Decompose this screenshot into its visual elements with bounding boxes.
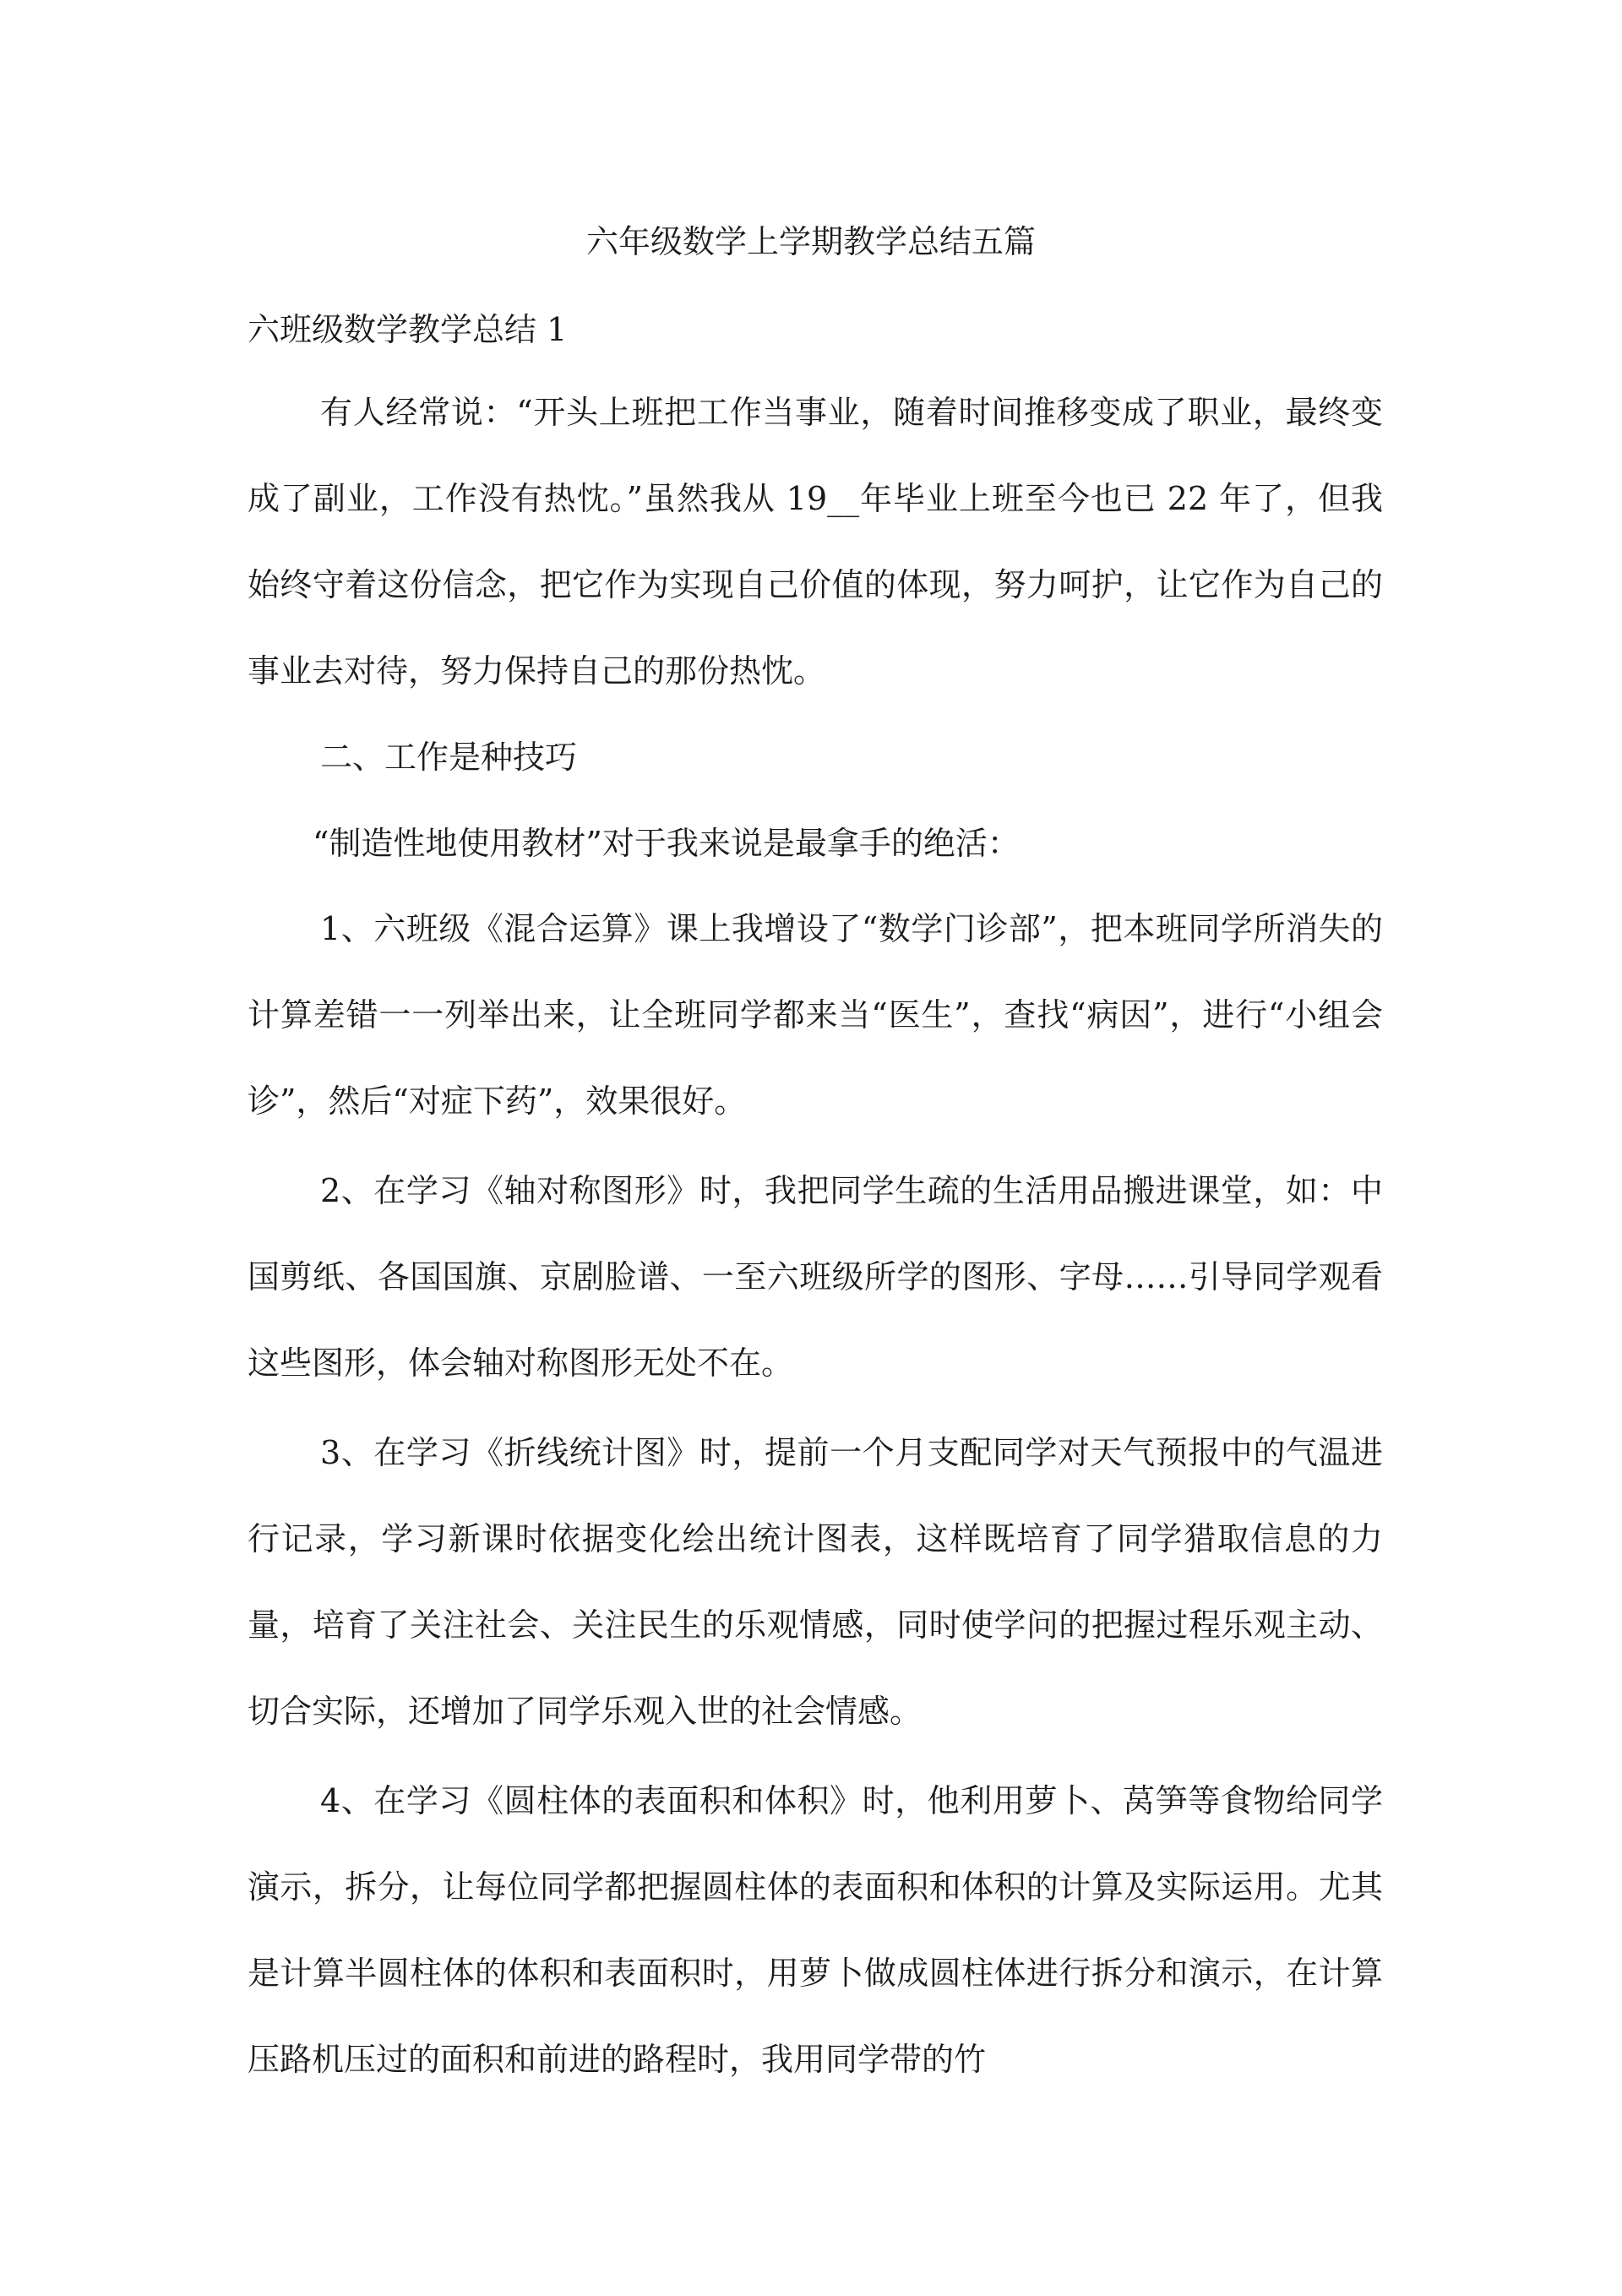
paragraph-lead: “制造性地使用教材”对于我来说是最拿手的绝活：	[313, 825, 1020, 862]
paragraph-item-3: 3、在学习《折线统计图》时，提前一个月支配同学对天气预报中的气温进行记录，学习新课时依据变化绘出统计图表，这样既培育了同学猎取信息的力量，培育了关注社会、关注民生的乐观情感，同时使学问的把握过程乐观主动、切合实际，还增加了同学乐观入世的社会情感。	[248, 1434, 1383, 1730]
paragraph-intro: 有人经常说：“开头上班把工作当事业，随着时间推移变成了职业，最终变成了副业，工作没有热忱。”虽然我从 19__年毕业上班至今也已 22 年了，但我始终守着这份信念，把它作为实现自己价值的体现，努力呵护，让它作为自己的事业去对待，努力保持自己的那份热忱。	[248, 394, 1383, 690]
paragraph-item-4: 4、在学习《圆柱体的表面积和体积》时，他利用萝卜、莴笋等食物给同学演示，拆分，让每位同学都把握圆柱体的表面积和体积的计算及实际运用。尤其是计算半圆柱体的体积和表面积时，用萝卜做成圆柱体进行拆分和演示，在计算压路机压过的面积和前进的路程时，我用同学带的竹	[248, 1782, 1383, 2078]
section-2-heading: 二、工作是种技巧	[320, 739, 578, 776]
paragraph-item-1: 1、六班级《混合运算》课上我增设了“数学门诊部”，把本班同学所消失的计算差错一一列举出来，让全班同学都来当“医生”，查找“病因”，进行“小组会诊”，然后“对症下药”，效果很好。	[248, 910, 1383, 1120]
section-heading: 六班级数学教学总结 1	[248, 311, 568, 348]
paragraph-item-2: 2、在学习《轴对称图形》时，我把同学生疏的生活用品搬进课堂，如：中国剪纸、各国国旗、京剧脸谱、一至六班级所学的图形、字母……引导同学观看这些图形，体会轴对称图形无处不在。	[248, 1172, 1383, 1382]
document-title: 六年级数学上学期教学总结五篇	[585, 223, 1036, 260]
